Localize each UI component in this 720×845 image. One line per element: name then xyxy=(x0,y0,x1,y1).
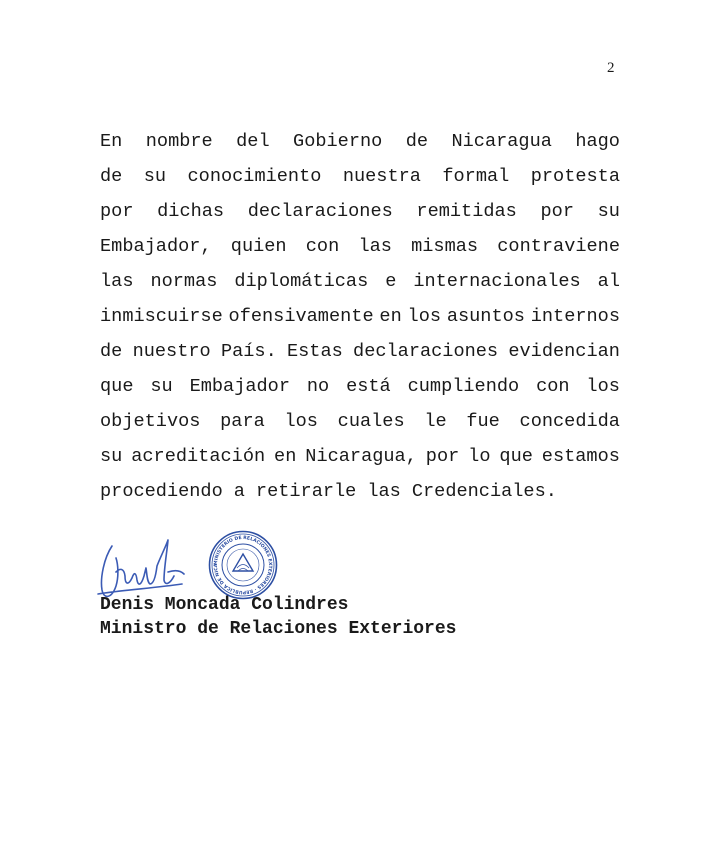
svg-text:MINISTERIO DE RELACIONES EXTER xyxy=(208,530,273,595)
word: en xyxy=(274,446,297,467)
paragraph-line xyxy=(100,439,620,474)
word: los xyxy=(407,306,442,327)
word: Nicaragua, xyxy=(305,446,417,467)
word: evidencian xyxy=(508,341,620,362)
word: declaraciones xyxy=(353,341,499,362)
letter-body xyxy=(100,124,620,509)
word: protesta xyxy=(530,166,620,187)
word: objetivos xyxy=(100,411,201,432)
word: por xyxy=(100,201,134,222)
word: está xyxy=(346,376,391,397)
word: En xyxy=(100,131,123,152)
word: fue xyxy=(466,411,500,432)
word: las xyxy=(100,271,134,292)
paragraph-line xyxy=(100,334,620,369)
word: normas xyxy=(150,271,218,292)
paragraph-line xyxy=(100,229,620,264)
ministry-seal xyxy=(208,530,278,600)
word: internos xyxy=(530,306,620,327)
word: no xyxy=(306,376,330,397)
word: asuntos xyxy=(446,306,525,327)
word: quien xyxy=(230,236,287,257)
word: su xyxy=(100,446,123,467)
word: concedida xyxy=(519,411,620,432)
word: Gobierno xyxy=(293,131,383,152)
signatory-title: Ministro de Relaciones Exteriores xyxy=(100,619,457,639)
word: que xyxy=(100,376,134,397)
word: Nicaragua xyxy=(451,131,552,152)
word: procediendo xyxy=(100,481,223,502)
signature-block xyxy=(100,593,456,641)
page-number: 2 xyxy=(607,60,615,76)
seal-lettering: MINISTERIO DE RELACIONES EXTERIORES · REPUBLICA DE NICA xyxy=(213,535,273,595)
word: las xyxy=(358,236,392,257)
word: lo xyxy=(468,446,491,467)
paragraph-line xyxy=(100,369,620,404)
word: al xyxy=(597,271,620,292)
word: por xyxy=(540,201,574,222)
word: diplomáticas xyxy=(234,271,369,292)
paragraph-line xyxy=(100,474,620,509)
word: estamos xyxy=(541,446,620,467)
word: su xyxy=(143,166,167,187)
word: contraviene xyxy=(497,236,620,257)
word: para xyxy=(220,411,265,432)
signatory-name: Denis Moncada Colindres xyxy=(100,595,349,615)
word: cumpliendo xyxy=(407,376,520,397)
word: a xyxy=(233,481,245,502)
word: le xyxy=(424,411,447,432)
paragraph-line xyxy=(100,264,620,299)
word: inmiscuirse xyxy=(100,306,223,327)
word: en xyxy=(379,306,402,327)
word: los xyxy=(284,411,318,432)
word: ofensivamente xyxy=(228,306,374,327)
word: de xyxy=(405,131,429,152)
word: por xyxy=(425,446,460,467)
word: nombre xyxy=(145,131,213,152)
word: retirarle xyxy=(255,481,357,502)
word: formal xyxy=(442,166,510,187)
paragraph-line xyxy=(100,194,620,229)
word: acreditación xyxy=(131,446,266,467)
word: su xyxy=(150,376,173,397)
paragraph-line xyxy=(100,299,620,334)
paragraph-line xyxy=(100,404,620,439)
paragraph-line xyxy=(100,159,620,194)
word: cuales xyxy=(337,411,405,432)
word: su xyxy=(597,201,620,222)
word: Estas xyxy=(286,341,343,362)
word: nuestro xyxy=(132,341,211,362)
word: del xyxy=(236,131,270,152)
word: País. xyxy=(220,341,277,362)
word: dichas xyxy=(157,201,225,222)
word: Credenciales. xyxy=(411,481,557,502)
word: remitidas xyxy=(416,201,517,222)
paragraph-line xyxy=(100,124,620,159)
word: que xyxy=(499,446,533,467)
word: e xyxy=(385,271,397,292)
word: mismas xyxy=(411,236,479,257)
word: internacionales xyxy=(413,271,581,292)
word: de xyxy=(100,341,123,362)
word: declaraciones xyxy=(247,201,393,222)
word: hago xyxy=(575,131,620,152)
word: nuestra xyxy=(342,166,421,187)
word: las xyxy=(367,481,401,502)
word: Embajador, xyxy=(100,236,212,257)
word: con xyxy=(536,376,570,397)
word: de xyxy=(100,166,123,187)
word: con xyxy=(305,236,340,257)
word: Embajador xyxy=(189,376,290,397)
word: los xyxy=(586,376,620,397)
word: conocimiento xyxy=(187,166,322,187)
